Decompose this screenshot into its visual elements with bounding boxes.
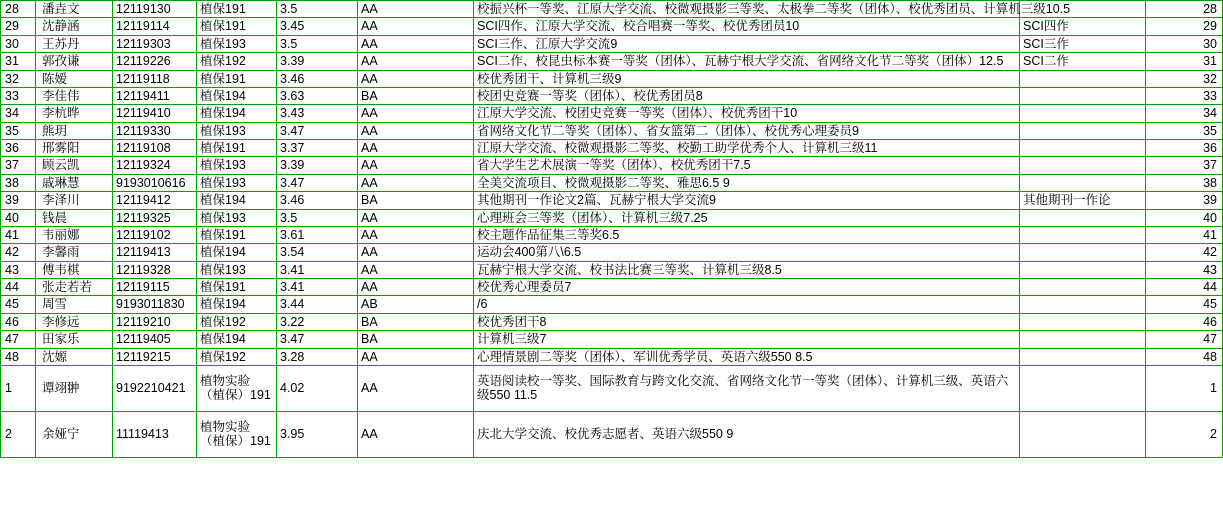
table-row[interactable] <box>1 209 1223 226</box>
cell-gpa[interactable]: 3.46 <box>277 70 358 87</box>
cell-note[interactable] <box>1020 105 1146 122</box>
cell-id[interactable]: 12119411 <box>113 87 197 104</box>
cell-id[interactable]: 12119115 <box>113 279 197 296</box>
cell-name[interactable]: 郭孜谦 <box>36 53 113 70</box>
cell-note[interactable]: SCI四作 <box>1020 18 1146 35</box>
cell-id[interactable]: 12119324 <box>113 157 197 174</box>
cell-desc[interactable]: 校团史竞赛一等奖（团体）、校优秀团员8 <box>474 87 1020 104</box>
cell-grade[interactable]: AA <box>358 209 474 226</box>
cell-desc[interactable]: 庆北大学交流、校优秀志愿者、英语六级550 9 <box>474 411 1020 457</box>
cell-name[interactable]: 张走若若 <box>36 279 113 296</box>
cell-idx[interactable]: 34 <box>1 105 36 122</box>
cell-grade[interactable]: BA <box>358 331 474 348</box>
cell-name[interactable]: 熊玥 <box>36 122 113 139</box>
cell-idx2[interactable]: 34 <box>1146 105 1223 122</box>
cell-idx2[interactable]: 1 <box>1146 365 1223 411</box>
cell-note[interactable] <box>1020 70 1146 87</box>
cell-desc[interactable]: /6 <box>474 296 1020 313</box>
cell-note[interactable] <box>1020 279 1146 296</box>
cell-name[interactable]: 李修远 <box>36 313 113 330</box>
cell-grade[interactable]: AA <box>358 70 474 87</box>
cell-grade[interactable]: BA <box>358 192 474 209</box>
cell-desc[interactable]: 校振兴杯一等奖、江原大学交流、校微观摄影三等奖、太极拳二等奖（团体）、校优秀团员、计算机三级10.5 <box>474 1 1020 18</box>
cell-gpa[interactable]: 3.47 <box>277 331 358 348</box>
cell-name[interactable]: 沈嫄 <box>36 348 113 365</box>
cell-major[interactable]: 植保191 <box>197 140 277 157</box>
cell-desc[interactable]: 省网络文化节二等奖（团体）、省女篮第二（团体）、校优秀心理委员9 <box>474 122 1020 139</box>
cell-idx2[interactable]: 45 <box>1146 296 1223 313</box>
cell-note[interactable] <box>1020 296 1146 313</box>
cell-name[interactable]: 余娅宁 <box>36 411 113 457</box>
table-row[interactable] <box>1 365 1223 411</box>
cell-id[interactable]: 12119226 <box>113 53 197 70</box>
cell-note[interactable]: SCI二作 <box>1020 53 1146 70</box>
cell-desc[interactable]: 校优秀团干、计算机三级9 <box>474 70 1020 87</box>
table-row[interactable] <box>1 1 1223 18</box>
cell-desc[interactable]: 江原大学交流、校微观摄影二等奖、校勤工助学优秀个人、计算机三级11 <box>474 140 1020 157</box>
cell-idx2[interactable]: 46 <box>1146 313 1223 330</box>
cell-gpa[interactable]: 3.5 <box>277 35 358 52</box>
table-row[interactable] <box>1 105 1223 122</box>
cell-grade[interactable]: AB <box>358 296 474 313</box>
cell-desc[interactable]: 校优秀心理委员7 <box>474 279 1020 296</box>
cell-name[interactable]: 李泽川 <box>36 192 113 209</box>
cell-gpa[interactable]: 3.5 <box>277 209 358 226</box>
cell-gpa[interactable]: 3.46 <box>277 192 358 209</box>
cell-major[interactable]: 植保192 <box>197 348 277 365</box>
cell-id[interactable]: 9192210421 <box>113 365 197 411</box>
cell-major[interactable]: 植保193 <box>197 157 277 174</box>
cell-id[interactable]: 12119215 <box>113 348 197 365</box>
cell-name[interactable]: 田家乐 <box>36 331 113 348</box>
cell-idx[interactable]: 32 <box>1 70 36 87</box>
cell-note[interactable]: 其他期刊一作论 <box>1020 192 1146 209</box>
cell-idx2[interactable]: 37 <box>1146 157 1223 174</box>
cell-note[interactable] <box>1020 313 1146 330</box>
cell-idx[interactable]: 43 <box>1 261 36 278</box>
cell-desc[interactable]: 瓦赫宁根大学交流、校书法比赛三等奖、计算机三级8.5 <box>474 261 1020 278</box>
cell-id[interactable]: 12119413 <box>113 244 197 261</box>
table-row[interactable] <box>1 87 1223 104</box>
cell-grade[interactable]: AA <box>358 174 474 191</box>
cell-major[interactable]: 植保193 <box>197 261 277 278</box>
cell-idx[interactable]: 30 <box>1 35 36 52</box>
cell-idx2[interactable]: 32 <box>1146 70 1223 87</box>
cell-grade[interactable]: AA <box>358 365 474 411</box>
cell-idx2[interactable]: 40 <box>1146 209 1223 226</box>
cell-grade[interactable]: AA <box>358 261 474 278</box>
cell-grade[interactable]: AA <box>358 279 474 296</box>
cell-note[interactable] <box>1020 348 1146 365</box>
cell-idx[interactable]: 40 <box>1 209 36 226</box>
cell-major[interactable]: 植保194 <box>197 296 277 313</box>
cell-grade[interactable]: AA <box>358 244 474 261</box>
cell-id[interactable]: 12119114 <box>113 18 197 35</box>
cell-major[interactable]: 植保191 <box>197 226 277 243</box>
cell-major[interactable]: 植保194 <box>197 192 277 209</box>
table-row[interactable] <box>1 192 1223 209</box>
cell-desc[interactable]: 校优秀团干8 <box>474 313 1020 330</box>
cell-idx[interactable]: 31 <box>1 53 36 70</box>
cell-idx[interactable]: 41 <box>1 226 36 243</box>
cell-gpa[interactable]: 3.47 <box>277 174 358 191</box>
table-row[interactable] <box>1 244 1223 261</box>
cell-name[interactable]: 钱晨 <box>36 209 113 226</box>
cell-gpa[interactable]: 3.47 <box>277 122 358 139</box>
cell-name[interactable]: 戚琳慧 <box>36 174 113 191</box>
cell-name[interactable]: 陈嫒 <box>36 70 113 87</box>
table-body <box>1 1 1223 458</box>
cell-major[interactable]: 植保194 <box>197 105 277 122</box>
cell-major[interactable]: 植保194 <box>197 244 277 261</box>
table-row[interactable] <box>1 18 1223 35</box>
cell-note[interactable] <box>1020 157 1146 174</box>
cell-note[interactable] <box>1020 174 1146 191</box>
cell-grade[interactable]: AA <box>358 348 474 365</box>
cell-idx2[interactable]: 35 <box>1146 122 1223 139</box>
cell-idx2[interactable]: 36 <box>1146 140 1223 157</box>
cell-major[interactable]: 植保194 <box>197 331 277 348</box>
cell-gpa[interactable]: 3.44 <box>277 296 358 313</box>
cell-idx[interactable]: 44 <box>1 279 36 296</box>
cell-desc[interactable]: 校主题作品征集三等奖6.5 <box>474 226 1020 243</box>
cell-desc[interactable]: 心理班会三等奖（团体）、计算机三级7.25 <box>474 209 1020 226</box>
table-row[interactable] <box>1 313 1223 330</box>
cell-note[interactable] <box>1020 365 1146 411</box>
cell-grade[interactable]: AA <box>358 157 474 174</box>
cell-major[interactable]: 植保194 <box>197 87 277 104</box>
cell-id[interactable]: 12119405 <box>113 331 197 348</box>
cell-idx2[interactable]: 2 <box>1146 411 1223 457</box>
cell-id[interactable]: 11119413 <box>113 411 197 457</box>
cell-desc[interactable]: SCI三作、江原大学交流9 <box>474 35 1020 52</box>
cell-gpa[interactable]: 3.28 <box>277 348 358 365</box>
cell-note[interactable] <box>1020 411 1146 457</box>
cell-gpa[interactable]: 3.39 <box>277 157 358 174</box>
table-row[interactable] <box>1 157 1223 174</box>
cell-gpa[interactable]: 4.02 <box>277 365 358 411</box>
cell-idx[interactable]: 37 <box>1 157 36 174</box>
cell-major[interactable]: 植保191 <box>197 18 277 35</box>
table-row[interactable] <box>1 70 1223 87</box>
cell-id[interactable]: 12119328 <box>113 261 197 278</box>
cell-name[interactable]: 谭翊翀 <box>36 365 113 411</box>
cell-idx[interactable]: 29 <box>1 18 36 35</box>
cell-note[interactable] <box>1020 209 1146 226</box>
cell-grade[interactable]: AA <box>358 35 474 52</box>
cell-major[interactable]: 植保193 <box>197 209 277 226</box>
cell-idx[interactable]: 38 <box>1 174 36 191</box>
cell-idx2[interactable]: 47 <box>1146 331 1223 348</box>
cell-desc[interactable]: 江原大学交流、校团史竞赛一等奖（团体）、校优秀团干10 <box>474 105 1020 122</box>
cell-id[interactable]: 12119108 <box>113 140 197 157</box>
cell-name[interactable]: 周雪 <box>36 296 113 313</box>
cell-note[interactable] <box>1020 331 1146 348</box>
cell-major[interactable]: 植保191 <box>197 1 277 18</box>
cell-desc[interactable]: SCI二作、校昆虫标本赛一等奖（团体）、瓦赫宁根大学交流、省网络文化节二等奖（团体）12.5 <box>474 53 1020 70</box>
cell-name[interactable]: 王苏丹 <box>36 35 113 52</box>
cell-idx2[interactable]: 39 <box>1146 192 1223 209</box>
cell-idx[interactable]: 35 <box>1 122 36 139</box>
cell-idx2[interactable]: 30 <box>1146 35 1223 52</box>
table-row[interactable] <box>1 35 1223 52</box>
table-row[interactable] <box>1 122 1223 139</box>
table-row[interactable] <box>1 53 1223 70</box>
cell-gpa[interactable]: 3.45 <box>277 18 358 35</box>
cell-major[interactable]: 植保191 <box>197 70 277 87</box>
cell-grade[interactable]: AA <box>358 140 474 157</box>
cell-idx2[interactable]: 33 <box>1146 87 1223 104</box>
table-row[interactable] <box>1 348 1223 365</box>
cell-name[interactable]: 邢雾阳 <box>36 140 113 157</box>
cell-idx2[interactable]: 28 <box>1146 1 1223 18</box>
cell-idx[interactable]: 48 <box>1 348 36 365</box>
cell-idx[interactable]: 28 <box>1 1 36 18</box>
cell-idx[interactable]: 39 <box>1 192 36 209</box>
cell-desc[interactable]: 计算机三级7 <box>474 331 1020 348</box>
cell-name[interactable]: 傅韦棋 <box>36 261 113 278</box>
cell-id[interactable]: 12119210 <box>113 313 197 330</box>
cell-desc[interactable]: 运动会400第八\6.5 <box>474 244 1020 261</box>
cell-major[interactable]: 植保192 <box>197 53 277 70</box>
cell-idx[interactable]: 36 <box>1 140 36 157</box>
table-row[interactable] <box>1 279 1223 296</box>
table-row[interactable] <box>1 331 1223 348</box>
cell-name[interactable]: 潘垚文 <box>36 1 113 18</box>
cell-grade[interactable]: AA <box>358 53 474 70</box>
cell-id[interactable]: 12119118 <box>113 70 197 87</box>
cell-note[interactable] <box>1020 122 1146 139</box>
cell-grade[interactable]: AA <box>358 226 474 243</box>
cell-gpa[interactable]: 3.41 <box>277 261 358 278</box>
cell-idx[interactable]: 47 <box>1 331 36 348</box>
cell-note[interactable] <box>1020 226 1146 243</box>
cell-idx2[interactable]: 44 <box>1146 279 1223 296</box>
cell-idx[interactable]: 1 <box>1 365 36 411</box>
cell-gpa[interactable]: 3.37 <box>277 140 358 157</box>
cell-major[interactable]: 植物实验（植保）191 <box>197 411 277 457</box>
cell-idx2[interactable]: 38 <box>1146 174 1223 191</box>
cell-desc[interactable]: 英语阅读校一等奖、国际教育与跨文化交流、省网络文化节一等奖（团体）、计算机三级、英语六级550 11.5 <box>474 365 1020 411</box>
table-row[interactable] <box>1 261 1223 278</box>
table-row[interactable] <box>1 140 1223 157</box>
cell-id[interactable]: 12119410 <box>113 105 197 122</box>
cell-idx[interactable]: 46 <box>1 313 36 330</box>
cell-major[interactable]: 植保193 <box>197 122 277 139</box>
cell-name[interactable]: 李杭晔 <box>36 105 113 122</box>
cell-grade[interactable]: AA <box>358 1 474 18</box>
cell-id[interactable]: 9193011830 <box>113 296 197 313</box>
cell-idx[interactable]: 33 <box>1 87 36 104</box>
cell-gpa[interactable]: 3.22 <box>277 313 358 330</box>
cell-id[interactable]: 12119130 <box>113 1 197 18</box>
cell-gpa[interactable]: 3.95 <box>277 411 358 457</box>
cell-id[interactable]: 9193010616 <box>113 174 197 191</box>
cell-grade[interactable]: AA <box>358 18 474 35</box>
cell-desc[interactable]: SCI四作、江原大学交流、校合唱赛一等奖、校优秀团员10 <box>474 18 1020 35</box>
cell-idx2[interactable]: 31 <box>1146 53 1223 70</box>
cell-grade[interactable]: AA <box>358 122 474 139</box>
cell-idx2[interactable]: 29 <box>1146 18 1223 35</box>
cell-idx[interactable]: 45 <box>1 296 36 313</box>
cell-gpa[interactable]: 3.39 <box>277 53 358 70</box>
cell-note[interactable] <box>1020 244 1146 261</box>
cell-id[interactable]: 12119412 <box>113 192 197 209</box>
cell-major[interactable]: 植保193 <box>197 35 277 52</box>
cell-note[interactable]: SCI三作 <box>1020 35 1146 52</box>
table-row[interactable] <box>1 411 1223 457</box>
table-row[interactable] <box>1 226 1223 243</box>
cell-note[interactable] <box>1020 140 1146 157</box>
cell-name[interactable]: 顾云凯 <box>36 157 113 174</box>
cell-note[interactable] <box>1020 87 1146 104</box>
cell-idx2[interactable]: 41 <box>1146 226 1223 243</box>
cell-grade[interactable]: BA <box>358 313 474 330</box>
table-row[interactable] <box>1 174 1223 191</box>
cell-gpa[interactable]: 3.5 <box>277 1 358 18</box>
cell-id[interactable]: 12119303 <box>113 35 197 52</box>
cell-desc[interactable]: 其他期刊一作论文2篇、瓦赫宁根大学交流9 <box>474 192 1020 209</box>
cell-grade[interactable]: AA <box>358 105 474 122</box>
cell-desc[interactable]: 全美交流项目、校微观摄影二等奖、雅思6.5 9 <box>474 174 1020 191</box>
cell-id[interactable]: 12119330 <box>113 122 197 139</box>
cell-gpa[interactable]: 3.54 <box>277 244 358 261</box>
cell-name[interactable]: 李馨雨 <box>36 244 113 261</box>
cell-major[interactable]: 植保192 <box>197 313 277 330</box>
cell-idx2[interactable]: 43 <box>1146 261 1223 278</box>
cell-gpa[interactable]: 3.63 <box>277 87 358 104</box>
cell-name[interactable]: 沈静涵 <box>36 18 113 35</box>
cell-name[interactable]: 韦丽娜 <box>36 226 113 243</box>
cell-note[interactable] <box>1020 261 1146 278</box>
cell-idx2[interactable]: 42 <box>1146 244 1223 261</box>
cell-gpa[interactable]: 3.43 <box>277 105 358 122</box>
cell-grade[interactable]: AA <box>358 411 474 457</box>
cell-major[interactable]: 植保193 <box>197 174 277 191</box>
cell-id[interactable]: 12119325 <box>113 209 197 226</box>
cell-major[interactable]: 植物实验（植保）191 <box>197 365 277 411</box>
cell-idx[interactable]: 42 <box>1 244 36 261</box>
cell-grade[interactable]: BA <box>358 87 474 104</box>
cell-desc[interactable]: 省大学生艺术展演一等奖（团体）、校优秀团干7.5 <box>474 157 1020 174</box>
cell-desc[interactable]: 心理情景剧二等奖（团体）、军训优秀学员、英语六级550 8.5 <box>474 348 1020 365</box>
cell-name[interactable]: 李佳伟 <box>36 87 113 104</box>
cell-idx2[interactable]: 48 <box>1146 348 1223 365</box>
cell-major[interactable]: 植保191 <box>197 279 277 296</box>
cell-gpa[interactable]: 3.41 <box>277 279 358 296</box>
cell-gpa[interactable]: 3.61 <box>277 226 358 243</box>
cell-idx[interactable]: 2 <box>1 411 36 457</box>
cell-id[interactable]: 12119102 <box>113 226 197 243</box>
table-row[interactable] <box>1 296 1223 313</box>
